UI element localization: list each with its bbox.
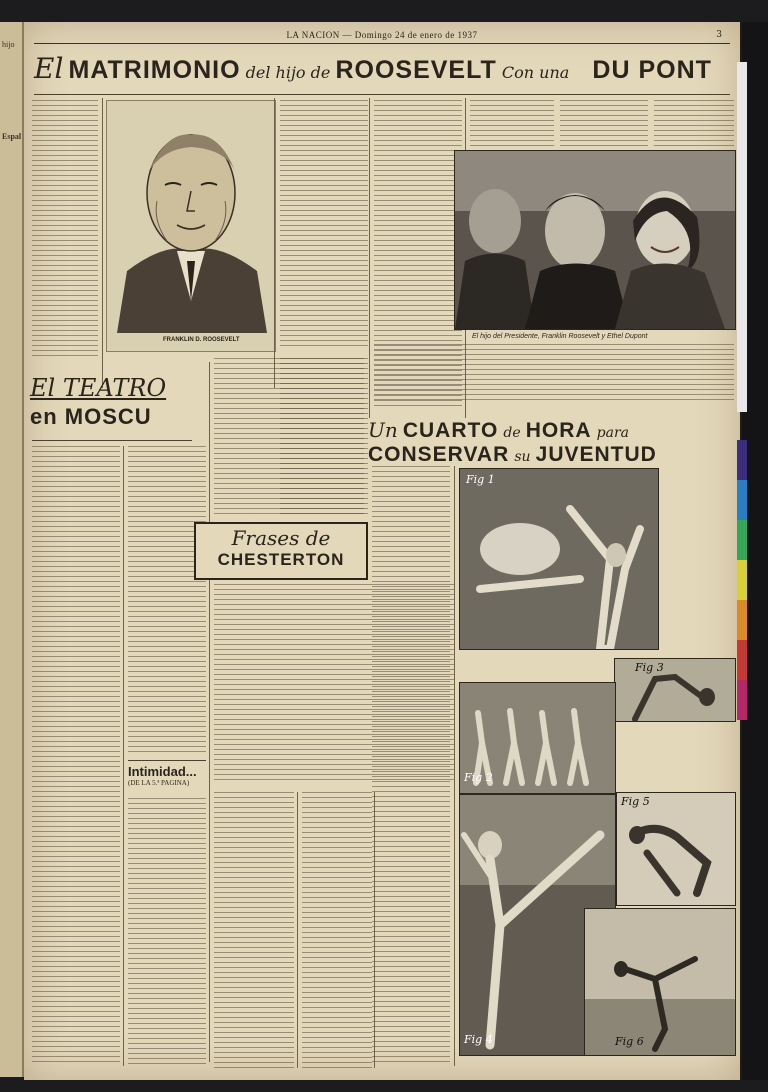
calibration-swatch: [737, 560, 747, 600]
text-column: [214, 792, 294, 1068]
headline-rule: [34, 94, 730, 95]
issue-date: Domingo 24 de enero de 1937: [354, 30, 478, 40]
header-rule: [34, 43, 730, 44]
exercise-photo-fig6: [584, 908, 736, 1056]
fig5-image: [617, 793, 735, 905]
column-rule: [102, 98, 103, 388]
text-column: [470, 100, 554, 146]
adjacent-page-edge: [0, 22, 24, 1077]
masthead: LA NACION — Domingo 24 de enero de 1937: [286, 30, 478, 40]
portrait-caption: FRANKLIN D. ROOSEVELT: [163, 337, 240, 343]
adjacent-page-fragment: Espal: [2, 132, 22, 141]
text-column: [128, 798, 206, 1068]
calibration-swatch: [737, 440, 747, 480]
column-rule: [297, 792, 298, 1068]
exercise-photo-fig5: [616, 792, 736, 906]
couple-photo: [454, 150, 736, 330]
fig6-image: [585, 909, 735, 1055]
text-column: [560, 100, 648, 146]
newspaper-name: LA NACION: [286, 30, 340, 40]
column-rule: [123, 446, 124, 1066]
portrait-drawing: [107, 101, 275, 333]
text-column: [280, 100, 368, 350]
adjacent-page-fragment: hijo: [2, 40, 15, 49]
text-column: [32, 100, 98, 360]
exercise-photo-fig1: [459, 468, 659, 650]
column-rule: [454, 466, 455, 1066]
calibration-swatch: [737, 640, 747, 680]
column-rule: [209, 362, 210, 1062]
column-rule: [274, 98, 275, 388]
text-column: [128, 446, 206, 756]
fig3-label: Fig 3: [635, 661, 664, 674]
column-rule: [369, 98, 370, 418]
couple-photo-image: [455, 151, 735, 329]
fig3-image: [615, 659, 735, 721]
calibration-swatch: [737, 480, 747, 520]
text-column: [280, 358, 368, 518]
intimidad-headline: Intimidad... (DE LA 5.ª PAGINA): [128, 764, 197, 787]
exercise-photo-fig2: [459, 682, 616, 794]
fig6-label: Fig 6: [615, 1035, 644, 1048]
page-number: 3: [716, 30, 722, 40]
text-column: [32, 446, 120, 1066]
newspaper-page: [24, 22, 740, 1080]
theatre-headline: El TEATRO en MOSCU: [30, 374, 167, 429]
section-rule: [128, 760, 206, 761]
exercise-photo-fig3: [614, 658, 736, 722]
text-column: [302, 792, 372, 1068]
fig1-label: Fig 1: [466, 473, 495, 486]
couple-photo-caption: El hijo del Presidente, Franklin Roosevelt y Ethel Dupont: [472, 333, 648, 340]
text-column: [374, 344, 734, 404]
section-rule: [32, 440, 192, 441]
youth-headline: Un CUARTO de HORA para CONSERVAR su JUVENTUD: [368, 418, 657, 466]
fig1-image: [460, 469, 658, 649]
main-headline: El MATRIMONIO del hijo de ROOSEVELT Con una DU PONT: [34, 52, 712, 85]
text-column: [654, 100, 734, 146]
calibration-white: [737, 62, 747, 412]
fig4-label: Fig 4: [464, 1033, 493, 1046]
calibration-swatch: [737, 600, 747, 640]
calibration-swatch: [737, 520, 747, 560]
chesterton-headline: Frases de CHESTERTON: [194, 522, 368, 580]
roosevelt-portrait: [106, 100, 276, 352]
text-column: [372, 466, 450, 1066]
fig5-label: Fig 5: [621, 795, 650, 808]
fig2-label: Fig 2: [464, 771, 493, 784]
calibration-swatch: [737, 680, 747, 720]
